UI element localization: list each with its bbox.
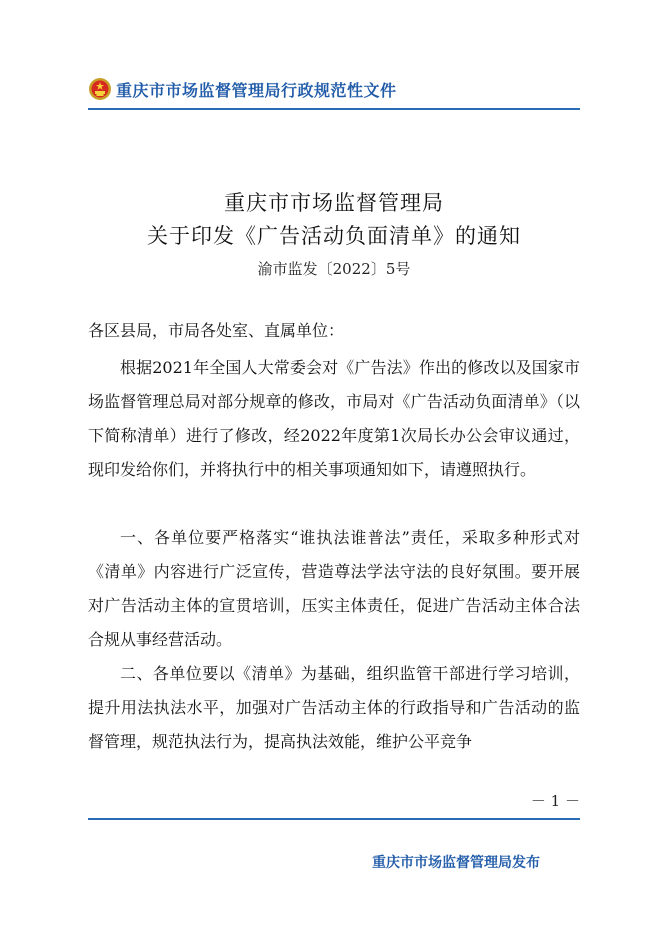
document-header [88,72,580,106]
document-number: 渝市监发〔2022〕5号 [257,260,411,278]
document-title-line2: 关于印发《广告活动负面清单》的通知 [147,224,521,248]
footer-divider [88,818,580,820]
salutation: 各区县局，市局各处室、直属单位： [88,321,345,340]
page-number: － 1 － [530,792,580,810]
footer-publisher: 重庆市市场监督管理局发布 [372,855,540,871]
body-paragraph: 根据2021年全国人大常委会对《广告法》作出的修改以及国家市场监督管理总局对部分规章的修改，市局对《广告活动负面清单》（以下简称清单）进行了修改，经2022年度第1次局长办公会审议通过，现印发给你们，并将执行中的相关事项通知如下，请遵照执行。 [88,358,580,479]
national-emblem-icon [88,77,112,101]
body-paragraph: 二、各单位要以《清单》为基础，组织监管干部进行学习培训，提升用法执法水平，加强对广告活动主体的行政指导和广告活动的监督管理，规范执法行为，提高执法效能，维护公平竞争 [88,664,580,751]
body-paragraph: 一、各单位要严格落实“谁执法谁普法”责任，采取多种形式对《清单》内容进行广泛宣传，营造尊法学法守法的良好氛围。要开展对广告活动主体的宣贯培训，压实主体责任，促进广告活动主体合法合规从事经营活动。 [88,528,580,649]
document-title-line1: 重庆市市场监督管理局 [224,191,444,215]
header-title: 重庆市市场监督管理局行政规范性文件 [116,80,397,100]
header-divider [88,108,580,110]
